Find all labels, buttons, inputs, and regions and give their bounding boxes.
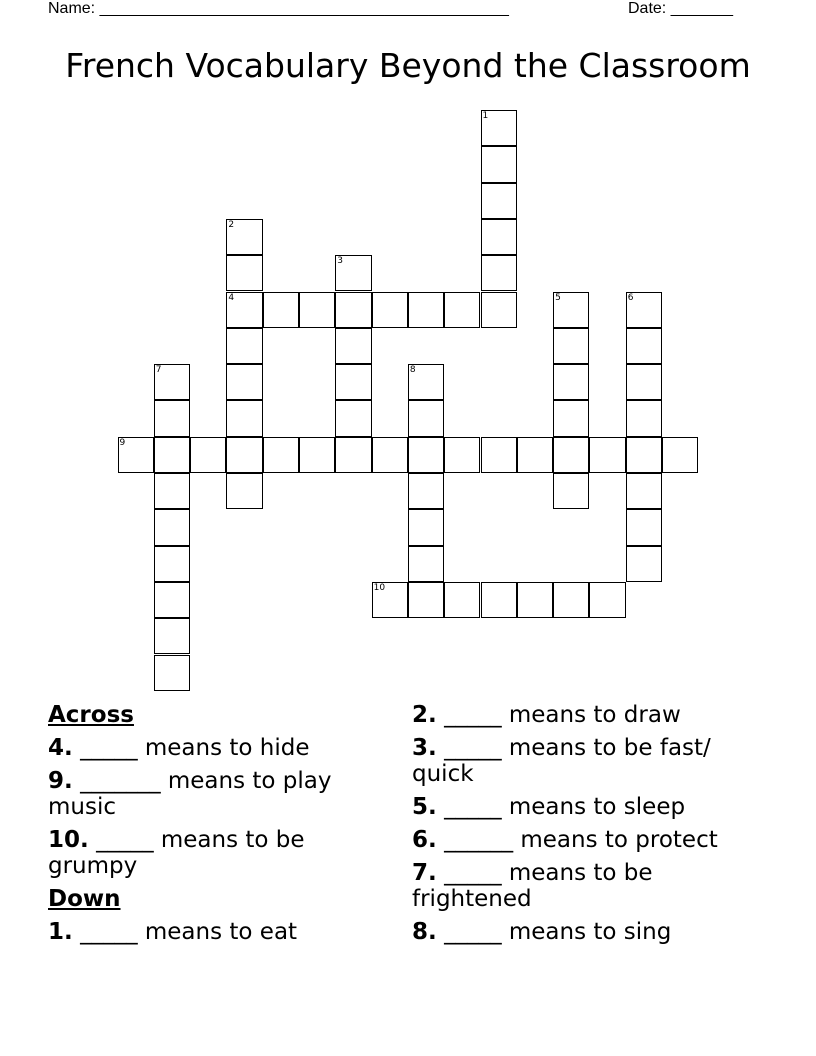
grid-cell[interactable] — [226, 400, 262, 436]
clue-text: _____ means to be frightened — [412, 860, 653, 912]
grid-cell[interactable] — [626, 473, 662, 509]
grid-cell[interactable] — [481, 582, 517, 618]
grid-cell[interactable] — [481, 219, 517, 255]
grid-cell[interactable] — [118, 437, 154, 473]
grid-cell[interactable] — [481, 255, 517, 291]
clue-across-4 — [48, 735, 388, 761]
cell-number: 2 — [228, 219, 235, 230]
grid-cell[interactable] — [481, 146, 517, 182]
grid-cell[interactable] — [481, 292, 517, 328]
clue-number: 6. — [412, 827, 437, 853]
clue-number: 8. — [412, 919, 437, 945]
grid-cell[interactable] — [444, 292, 480, 328]
grid-cell[interactable] — [553, 473, 589, 509]
grid-cell[interactable] — [335, 437, 371, 473]
down-heading: Down — [48, 886, 121, 912]
cell-number: 4 — [228, 292, 235, 303]
page-title: French Vocabulary Beyond the Classroom — [65, 46, 751, 85]
clue-number: 4. — [48, 735, 73, 761]
cell-number: 3 — [337, 256, 344, 267]
grid-cell[interactable] — [408, 473, 444, 509]
grid-cell[interactable] — [553, 328, 589, 364]
clue-down-2 — [412, 702, 762, 728]
grid-cell[interactable] — [626, 364, 662, 400]
grid-cell[interactable] — [226, 328, 262, 364]
grid-cell[interactable] — [372, 582, 408, 618]
grid-cell[interactable] — [299, 437, 335, 473]
grid-cell[interactable] — [263, 292, 299, 328]
grid-cell[interactable] — [408, 546, 444, 582]
grid-cell[interactable] — [408, 509, 444, 545]
clue-text: _____ means to sing — [444, 919, 672, 945]
grid-cell[interactable] — [408, 400, 444, 436]
across-heading: Across — [48, 702, 134, 728]
grid-cell[interactable] — [226, 292, 262, 328]
grid-cell[interactable] — [553, 437, 589, 473]
cell-number: 1 — [482, 111, 489, 121]
grid-cell[interactable] — [226, 364, 262, 400]
grid-cell[interactable] — [553, 364, 589, 400]
grid-cell[interactable] — [517, 437, 553, 473]
name-field[interactable]: Name: ______________________________________________ — [48, 0, 509, 17]
grid-cell[interactable] — [626, 292, 662, 328]
clue-number: 1. — [48, 919, 73, 945]
clue-number: 9. — [48, 768, 73, 794]
clue-text: _____ means to eat — [80, 919, 298, 945]
grid-cell[interactable] — [154, 655, 190, 691]
grid-cell[interactable] — [444, 437, 480, 473]
cell-number: 6 — [627, 292, 634, 303]
grid-cell[interactable] — [662, 437, 698, 473]
clue-text: _____ means to be fast/ quick — [412, 735, 711, 787]
grid-cell[interactable] — [226, 255, 262, 291]
grid-cell[interactable] — [481, 183, 517, 219]
grid-cell[interactable] — [408, 364, 444, 400]
grid-cell[interactable] — [372, 437, 408, 473]
cell-number: 7 — [155, 365, 162, 376]
clue-down-3 — [412, 735, 762, 787]
grid-cell[interactable] — [408, 292, 444, 328]
grid-cell[interactable] — [226, 437, 262, 473]
cell-number: 10 — [373, 582, 386, 593]
clue-text: _____ means to draw — [444, 702, 681, 728]
grid-cell[interactable] — [444, 582, 480, 618]
grid-cell[interactable] — [335, 255, 371, 291]
grid-cell[interactable] — [553, 400, 589, 436]
grid-cell[interactable] — [626, 437, 662, 473]
clue-down-6 — [412, 827, 762, 853]
clue-down-7 — [412, 860, 762, 912]
grid-cell[interactable] — [154, 473, 190, 509]
clue-down-5 — [412, 794, 762, 820]
grid-cell[interactable] — [481, 110, 517, 146]
grid-cell[interactable] — [481, 437, 517, 473]
clue-text: _______ means to play music — [48, 768, 332, 820]
clue-down-1 — [48, 919, 388, 945]
grid-cell[interactable] — [154, 437, 190, 473]
grid-cell[interactable] — [154, 364, 190, 400]
grid-cell[interactable] — [372, 292, 408, 328]
clues-column-right — [412, 702, 762, 952]
cell-number: 5 — [555, 292, 561, 303]
grid-cell[interactable] — [626, 546, 662, 582]
grid-cell[interactable] — [408, 582, 444, 618]
grid-cell[interactable] — [263, 437, 299, 473]
grid-cell[interactable] — [154, 546, 190, 582]
clue-number: 3. — [412, 735, 437, 761]
grid-cell[interactable] — [589, 437, 625, 473]
clue-down-8 — [412, 919, 762, 945]
clue-number: 7. — [412, 860, 437, 886]
clue-number: 5. — [412, 794, 437, 820]
grid-cell[interactable] — [626, 328, 662, 364]
grid-cell[interactable] — [517, 582, 553, 618]
cell-number: 9 — [119, 437, 126, 448]
clue-text: _____ means to be grumpy — [48, 827, 305, 879]
clue-across-10 — [48, 827, 388, 879]
clue-text: _____ means to hide — [80, 735, 310, 761]
grid-cell[interactable] — [226, 473, 262, 509]
date-field[interactable]: Date: _______ — [628, 0, 733, 17]
grid-cell[interactable] — [408, 437, 444, 473]
grid-cell[interactable] — [335, 400, 371, 436]
clue-text: ______ means to protect — [444, 827, 718, 853]
grid-cell[interactable] — [154, 618, 190, 654]
grid-cell[interactable] — [154, 509, 190, 545]
grid-cell[interactable] — [335, 364, 371, 400]
clue-across-9 — [48, 768, 388, 820]
grid-cell[interactable] — [335, 328, 371, 364]
clue-number: 10. — [48, 827, 89, 853]
grid-cell[interactable] — [553, 292, 589, 328]
grid-cell[interactable] — [226, 219, 262, 255]
clues-column-left — [48, 702, 388, 952]
grid-cell[interactable] — [299, 292, 335, 328]
grid-cell[interactable] — [626, 400, 662, 436]
grid-cell[interactable] — [626, 509, 662, 545]
clue-number: 2. — [412, 702, 437, 728]
cell-number: 8 — [409, 365, 416, 376]
grid-cell[interactable] — [154, 400, 190, 436]
grid-cell[interactable] — [190, 437, 226, 473]
grid-cell[interactable] — [589, 582, 625, 618]
grid-cell[interactable] — [154, 582, 190, 618]
clue-text: _____ means to sleep — [444, 794, 686, 820]
grid-cell[interactable] — [553, 582, 589, 618]
grid-cell[interactable] — [335, 292, 371, 328]
